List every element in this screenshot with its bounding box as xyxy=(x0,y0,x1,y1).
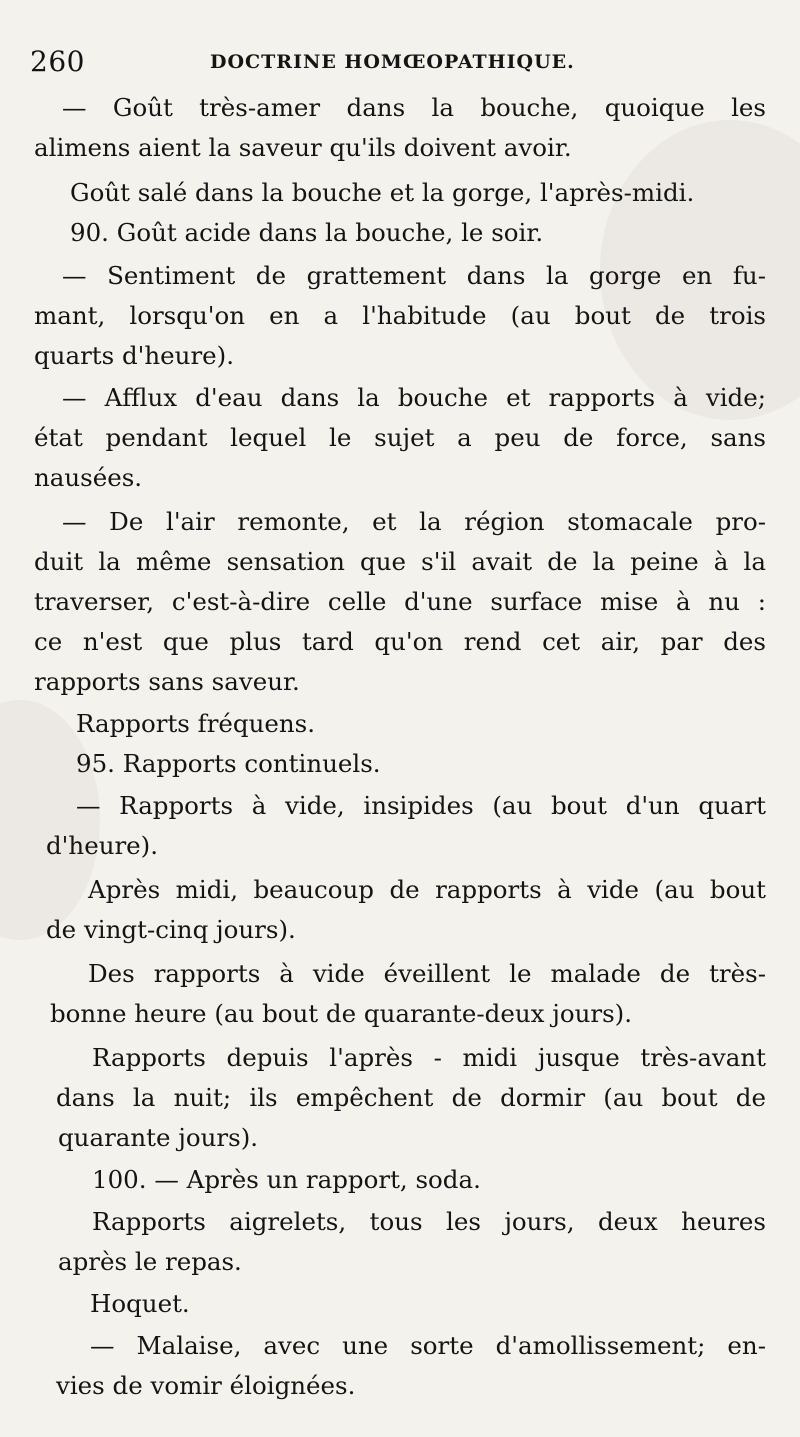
text-line: Goût salé dans la bouche et la gorge, l'après-midi. xyxy=(70,178,695,207)
text-line: quarante jours). xyxy=(58,1123,259,1152)
text-line: vies de vomir éloignées. xyxy=(56,1371,356,1400)
text-line: Rapports depuis l'après - midi jusque très-avant xyxy=(92,1043,766,1072)
text-line: — Sentiment de grattement dans la gorge en fu- xyxy=(62,261,766,290)
text-line: Rapports aigrelets, tous les jours, deux heures xyxy=(92,1207,766,1236)
text-line: après le repas. xyxy=(58,1247,242,1276)
running-title: DOCTRINE HOMŒOPATHIQUE. xyxy=(210,51,575,73)
text-line: duit la même sensation que s'il avait de la peine à la xyxy=(34,547,766,576)
page-number: 260 xyxy=(30,45,85,78)
text-line: ce n'est que plus tard qu'on rend cet air, par des xyxy=(34,627,766,656)
text-line: 90. Goût acide dans la bouche, le soir. xyxy=(70,218,544,247)
text-line: état pendant lequel le sujet a peu de force, sans xyxy=(34,423,766,452)
text-line: mant, lorsqu'on en a l'habitude (au bout de trois xyxy=(34,301,766,330)
text-line: — Goût très-amer dans la bouche, quoique les xyxy=(62,93,766,122)
text-line: — Malaise, avec une sorte d'amollissement; en- xyxy=(90,1331,766,1360)
text-line: alimens aient la saveur qu'ils doivent avoir. xyxy=(34,133,572,162)
text-line: de vingt-cinq jours). xyxy=(46,915,296,944)
text-line: traverser, c'est-à-dire celle d'une surface mise à nu : xyxy=(34,587,766,616)
page-header xyxy=(30,40,770,84)
text-line: — Rapports à vide, insipides (au bout d'un quart xyxy=(76,791,766,820)
text-line: quarts d'heure). xyxy=(34,341,235,370)
text-line: — De l'air remonte, et la région stomacale pro- xyxy=(62,507,766,536)
text-line: Après midi, beaucoup de rapports à vide (au bout xyxy=(88,875,766,904)
text-line: 95. Rapports continuels. xyxy=(76,749,381,778)
text-line: Des rapports à vide éveillent le malade de très- xyxy=(88,959,766,988)
text-line: Rapports fréquens. xyxy=(76,709,316,738)
text-line: 100. — Après un rapport, soda. xyxy=(92,1165,481,1194)
text-line: bonne heure (au bout de quarante-deux jours). xyxy=(50,999,632,1028)
text-line: dans la nuit; ils empêchent de dormir (au bout de xyxy=(56,1083,766,1112)
text-line: d'heure). xyxy=(46,831,159,860)
text-line: rapports sans saveur. xyxy=(34,667,300,696)
text-line: Hoquet. xyxy=(90,1289,190,1318)
text-line: — Afflux d'eau dans la bouche et rapports à vide; xyxy=(62,383,766,412)
text-line: nausées. xyxy=(34,463,143,492)
